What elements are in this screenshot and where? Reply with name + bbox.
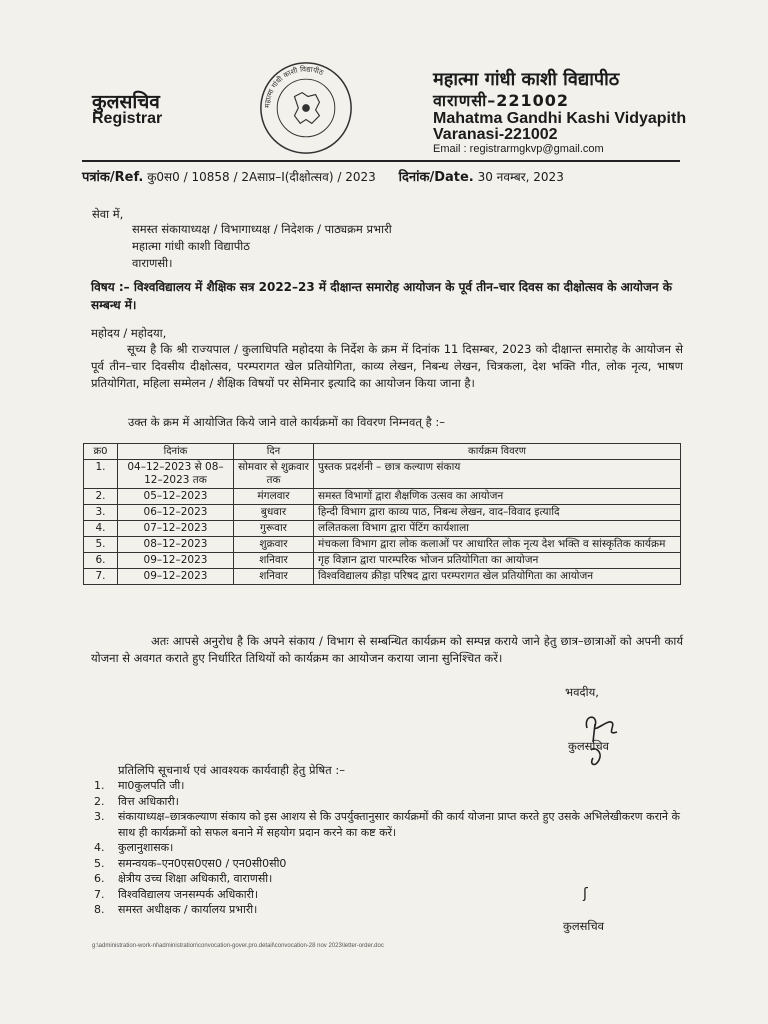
cell-day: शनिवार: [234, 553, 314, 569]
addressee-salutation: सेवा में,: [92, 207, 124, 221]
cell-programme: पुस्तक प्रदर्शनी – छात्र कल्याण संकाय: [314, 460, 681, 489]
addressee-line: वाराणसी।: [132, 256, 173, 270]
list-item-number: 7.: [94, 887, 105, 901]
list-item: [94, 902, 694, 918]
list-item: [94, 840, 694, 856]
ref-label: पत्रांक/Ref.: [82, 170, 144, 185]
cell-date: 07–12–2023: [118, 521, 234, 537]
list-item-number: 6.: [94, 872, 105, 885]
addressee-line: महात्मा गांधी काशी विद्यापीठ: [132, 239, 250, 253]
cell-serial: 1.: [84, 460, 118, 489]
cell-date: 04–12–2023 से 08–12–2023 तक: [118, 460, 234, 489]
list-item-text: क्षेत्रीय उच्च शिक्षा अधिकारी, वाराणसी।: [118, 872, 273, 885]
cell-date: 09–12–2023: [118, 553, 234, 569]
table-row: [84, 537, 681, 553]
list-item-text: संकायाध्यक्ष–छात्रकल्याण संकाय को इस आशय से कि उपर्युक्तानुसार कार्यक्रमों की कार्य योजना प्राप्त करते हुए उसके अभिलेखीकरण कराने के साथ ही कार्यक्रमों को सफल बनाने में सहयोग प्रदान करने का कष्ट करें।: [118, 810, 680, 839]
cell-serial: 6.: [84, 553, 118, 569]
registrar-email: Email : registrarmgkvp@gmail.com: [433, 143, 604, 155]
signatory-title: कुलसचिव: [568, 739, 610, 753]
registrar-title-english: Registrar: [92, 110, 163, 127]
closing-paragraph: अतः आपसे अनुरोध है कि अपने संकाय / विभाग से सम्बन्धित कार्यक्रम को सम्पन्न कराये जाने हेतु छात्र–छात्राओं को अपनी कार्य योजना से अवगत कराते हुए निर्धारित तिथियों को कार्यक्रम का आयोजन कराया जाना सुनिश्चित करें।: [91, 634, 683, 665]
cell-programme: समस्त विभागों द्वारा शैक्षणिक उत्सव का आयोजन: [314, 489, 681, 505]
cell-serial: 4.: [84, 521, 118, 537]
cell-date: 05–12–2023: [118, 489, 234, 505]
table-header-row: [84, 444, 681, 460]
cell-serial: 7.: [84, 569, 118, 585]
table-row: [84, 460, 681, 489]
cell-day: गुरूवार: [234, 521, 314, 537]
cell-programme: हिन्दी विभाग द्वारा काव्य पाठ, निबन्ध लेखन, वाद–विवाद इत्यादि: [314, 505, 681, 521]
file-path-footer: g:\administration-work-nl\administration\convocation-gover.pro.detail\convocation-28 nov 2023\letter-order.doc: [92, 943, 384, 949]
cell-programme: विश्वविद्यालय क्रीड़ा परिषद द्वारा परम्परागत खेल प्रतियोगिता का आयोजन: [314, 569, 681, 585]
list-item-number: 1.: [94, 779, 105, 792]
yours-faithfully: भवदीय,: [565, 685, 599, 699]
initial-mark-icon: ʃ: [583, 886, 588, 902]
body-paragraph: सूच्य है कि श्री राज्यपाल / कुलाधिपति महोदया के निर्देश के क्रम में दिनांक 11 दिसम्बर, 2023 को दीक्षान्त समारोह के आयोजन से पूर्व तीन–चार दिवसीय दीक्षोत्सव, परम्परागत खेल प्रतियोगिता, काव्य लेखन, निबन्ध लेखन, चित्रकला, देश भक्ति गीत, लोक नृत्य, भाषण प्रतियोगिता, महिला सम्मेलन / शैक्षिक विषयों पर सेमिनार इत्यादि का आयोजन किया जाना है।: [91, 342, 683, 390]
cell-serial: 5.: [84, 537, 118, 553]
seal-ring-text: महात्मा गांधी काशी विद्यापीठ: [262, 64, 325, 109]
cell-serial: 2.: [84, 489, 118, 505]
list-item: [94, 887, 694, 903]
list-item-number: 5.: [94, 856, 105, 870]
signatory-title-footer: कुलसचिव: [563, 919, 605, 933]
cell-programme: ललितकला विभाग द्वारा पेंटिंग कार्यशाला: [314, 521, 681, 537]
table-body: [84, 460, 681, 585]
table-intro: उक्त के क्रम में आयोजित किये जाने वाले कार्यक्रमों का विवरण निम्नवत् है :–: [128, 415, 446, 429]
cell-serial: 3.: [84, 505, 118, 521]
cell-day: सोमवार से शुक्रवार तक: [234, 460, 314, 489]
addressee-block: [132, 221, 392, 272]
salutation: महोदय / महोदया,: [91, 326, 167, 340]
reference-line: [82, 167, 682, 185]
table-row: [84, 505, 681, 521]
header-divider: [82, 160, 680, 162]
list-item-text: समन्वयक–एन0एस0एस0 / एन0सी0सी0: [118, 856, 287, 870]
city-pin-hindi: वाराणसी–221002: [433, 91, 570, 110]
svg-text:महात्मा गांधी काशी विद्यापीठ: [262, 64, 325, 108]
cell-programme: मंचकला विभाग द्वारा लोक कलाओं पर आधारित लोक नृत्य देश भक्ति व सांस्कृतिक कार्यक्रम: [314, 537, 681, 553]
header-date: दिनांक: [118, 444, 234, 460]
cell-date: 09–12–2023: [118, 569, 234, 585]
date-label: दिनांक/Date.: [398, 170, 474, 185]
registrar-title-hindi: कुलसचिव: [92, 91, 160, 113]
copy-to-list: [94, 778, 694, 918]
list-item-text: विश्वविद्यालय जनसम्पर्क अधिकारी।: [118, 887, 259, 901]
list-item-number: 4.: [94, 841, 105, 854]
list-item-text: समस्त अधीक्षक / कार्यालय प्रभारी।: [118, 903, 258, 916]
list-item: [94, 856, 694, 872]
list-item: [94, 794, 694, 810]
cell-day: शनिवार: [234, 569, 314, 585]
header-serial: क्र0: [84, 444, 118, 460]
addressee-line: समस्त संकायाध्यक्ष / विभागाध्यक्ष / निदेशक / पाठ्यक्रम प्रभारी: [132, 222, 392, 236]
list-item: [94, 778, 694, 794]
list-item-text: कुलानुशासक।: [118, 841, 174, 854]
university-seal-icon: [258, 60, 354, 156]
cell-date: 06–12–2023: [118, 505, 234, 521]
list-item-text: वित्त अधिकारी।: [118, 794, 179, 808]
list-item: [94, 871, 694, 887]
ref-number: कु0स0 / 10858 / 2Aसाप्र–I(दीक्षोत्सव) / 2023: [147, 170, 376, 184]
cell-day: शुक्रवार: [234, 537, 314, 553]
list-item-number: 3.: [94, 810, 105, 823]
cell-programme: गृह विज्ञान द्वारा पारम्परिक भोजन प्रतियोगिता का आयोजन: [314, 553, 681, 569]
cell-day: बुधवार: [234, 505, 314, 521]
programme-schedule-table: [83, 443, 681, 585]
list-item-text: मा0कुलपति जी।: [118, 779, 185, 792]
list-item-number: 2.: [94, 794, 105, 808]
letter-date: 30 नवम्बर, 2023: [477, 170, 564, 184]
header-day: दिन: [234, 444, 314, 460]
list-item-number: 8.: [94, 903, 105, 916]
university-name-english: Mahatma Gandhi Kashi Vidyapith: [433, 110, 687, 127]
university-name-hindi: महात्मा गांधी काशी विद्यापीठ: [433, 69, 620, 90]
city-pin-english: Varanasi-221002: [433, 126, 558, 143]
table-row: [84, 569, 681, 585]
table-row: [84, 553, 681, 569]
list-item: [94, 809, 694, 840]
table-row: [84, 489, 681, 505]
copy-to-heading: प्रतिलिपि सूचनार्थ एवं आवश्यक कार्यवाही हेतु प्रेषित :–: [118, 763, 345, 777]
cell-day: मंगलवार: [234, 489, 314, 505]
header-programme: कार्यक्रम विवरण: [314, 444, 681, 460]
cell-date: 08–12–2023: [118, 537, 234, 553]
letter-subject: विषय :– विश्वविद्यालय में शैक्षिक सत्र 2022–23 में दीक्षान्त समारोह आयोजन के पूर्व तीन–चार दिवस का दीक्षोत्सव के आयोजन के सम्बन्ध में।: [91, 280, 672, 312]
table-row: [84, 521, 681, 537]
